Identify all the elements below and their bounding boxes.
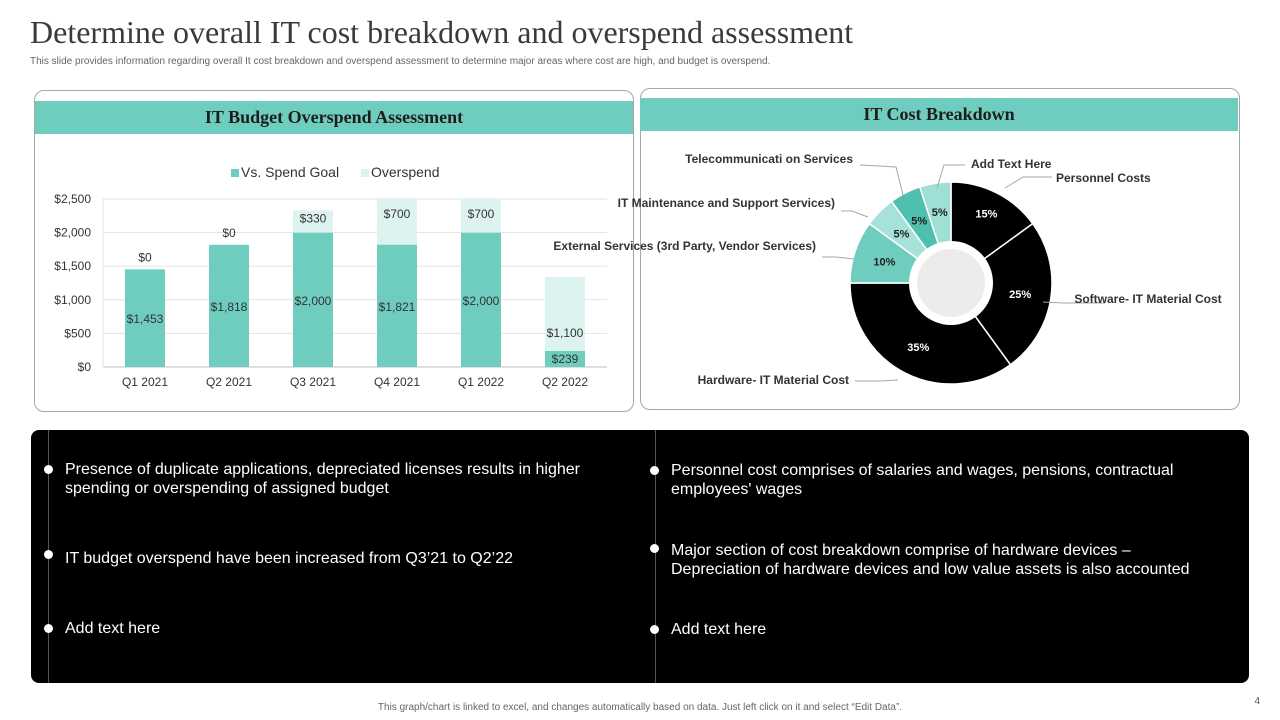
overspend-bar-chart[interactable] xyxy=(35,140,631,405)
y-tick-label: $500 xyxy=(64,326,91,341)
slice-category-label: Hardware- IT Material Cost xyxy=(697,373,849,387)
slice-value-label: 35% xyxy=(907,342,930,355)
cost-breakdown-header: IT Cost Breakdown xyxy=(640,98,1238,131)
bullet-dot xyxy=(44,550,53,559)
legend-swatch xyxy=(361,169,369,177)
slice-category-label: Software- IT Material Cost xyxy=(1074,292,1222,306)
slice-category-label: Add Text Here xyxy=(971,157,1052,171)
bar-overspend xyxy=(377,199,417,245)
data-label: $1,818 xyxy=(210,299,248,314)
leader-line xyxy=(1005,177,1052,188)
data-label: $2,000 xyxy=(462,293,500,308)
bullet-left-2: IT budget overspend have been increased from Q3’21 to Q2’22 xyxy=(65,550,513,567)
page-subtitle: This slide provides information regarding overall It cost breakdown and overspend assessment to determine major areas where cost are high, and budget is overspend. xyxy=(30,56,771,67)
page-title: Determine overall IT cost breakdown and overspend assessment xyxy=(30,14,854,50)
slice-value-label: 10% xyxy=(873,256,896,269)
data-label: $1,100 xyxy=(546,325,584,340)
bullet-dot xyxy=(44,465,53,474)
bullet-dot xyxy=(650,544,659,553)
data-label: $239 xyxy=(551,351,579,366)
x-tick-label: Q3 2021 xyxy=(289,375,337,389)
y-tick-label: $2,000 xyxy=(54,225,91,240)
footer-note: This graph/chart is linked to excel, and changes automatically based on data. Just left click on it and select “Edit Data”. xyxy=(377,702,903,713)
slice-category-label: External Services (3rd Party, Vendor Services) xyxy=(553,239,816,253)
y-tick-label: $1,500 xyxy=(54,259,91,274)
leader-line xyxy=(855,380,898,381)
y-tick-label: $2,500 xyxy=(54,192,91,206)
legend-label: Overspend xyxy=(371,164,440,180)
x-tick-label: Q2 2022 xyxy=(541,375,589,389)
page-number: 4 xyxy=(1254,696,1260,707)
leader-line xyxy=(841,211,868,217)
slice-category-label: IT Maintenance and Support Services) xyxy=(617,196,835,210)
bullet-dot xyxy=(650,625,659,634)
x-tick-label: Q2 2021 xyxy=(205,375,253,389)
slice-value-label: 25% xyxy=(1009,288,1032,301)
y-tick-label: $1,000 xyxy=(54,292,91,307)
bullet-left-1: Presence of duplicate applications, depreciated licenses results in higher spending or overspending of assigned budget xyxy=(65,461,580,497)
donut-hole xyxy=(917,249,985,317)
y-tick-label: $0 xyxy=(77,360,91,374)
data-label: $0 xyxy=(138,250,152,265)
data-label: $0 xyxy=(222,225,236,240)
slice-category-label: Personnel Costs xyxy=(1056,171,1151,185)
bullet-right-3: Add text here xyxy=(671,621,767,638)
leader-line xyxy=(860,165,903,195)
bullet-left-3: Add text here xyxy=(65,620,161,637)
data-label: $1,453 xyxy=(126,312,164,327)
slice-value-label: 5% xyxy=(911,215,928,228)
slice-value-label: 5% xyxy=(893,228,910,241)
x-tick-label: Q4 2021 xyxy=(373,375,421,389)
data-label: $2,000 xyxy=(294,293,332,308)
x-tick-label: Q1 2022 xyxy=(457,375,505,389)
bullet-right-1: Personnel cost comprises of salaries and wages, pensions, contractual employees' wages xyxy=(671,462,1174,498)
slice-category-label: Telecommunicati on Services xyxy=(685,152,853,166)
bullet-dot xyxy=(44,624,53,633)
data-label: $330 xyxy=(299,211,327,226)
data-label: $1,821 xyxy=(378,299,416,314)
x-tick-label: Q1 2021 xyxy=(121,375,169,389)
slice-value-label: 5% xyxy=(931,206,948,219)
legend-swatch xyxy=(231,169,239,177)
bullet-dot xyxy=(650,466,659,475)
legend-label: Vs. Spend Goal xyxy=(241,164,340,180)
slice-value-label: 15% xyxy=(975,208,998,221)
budget-overspend-header: IT Budget Overspend Assessment xyxy=(35,101,633,134)
data-label: $700 xyxy=(383,207,411,221)
data-label: $700 xyxy=(467,207,495,221)
bullet-right-2: Major section of cost breakdown comprise of hardware devices – Depreciation of hardware devices and low value assets is also accounted xyxy=(671,542,1190,578)
leader-line xyxy=(822,257,854,259)
